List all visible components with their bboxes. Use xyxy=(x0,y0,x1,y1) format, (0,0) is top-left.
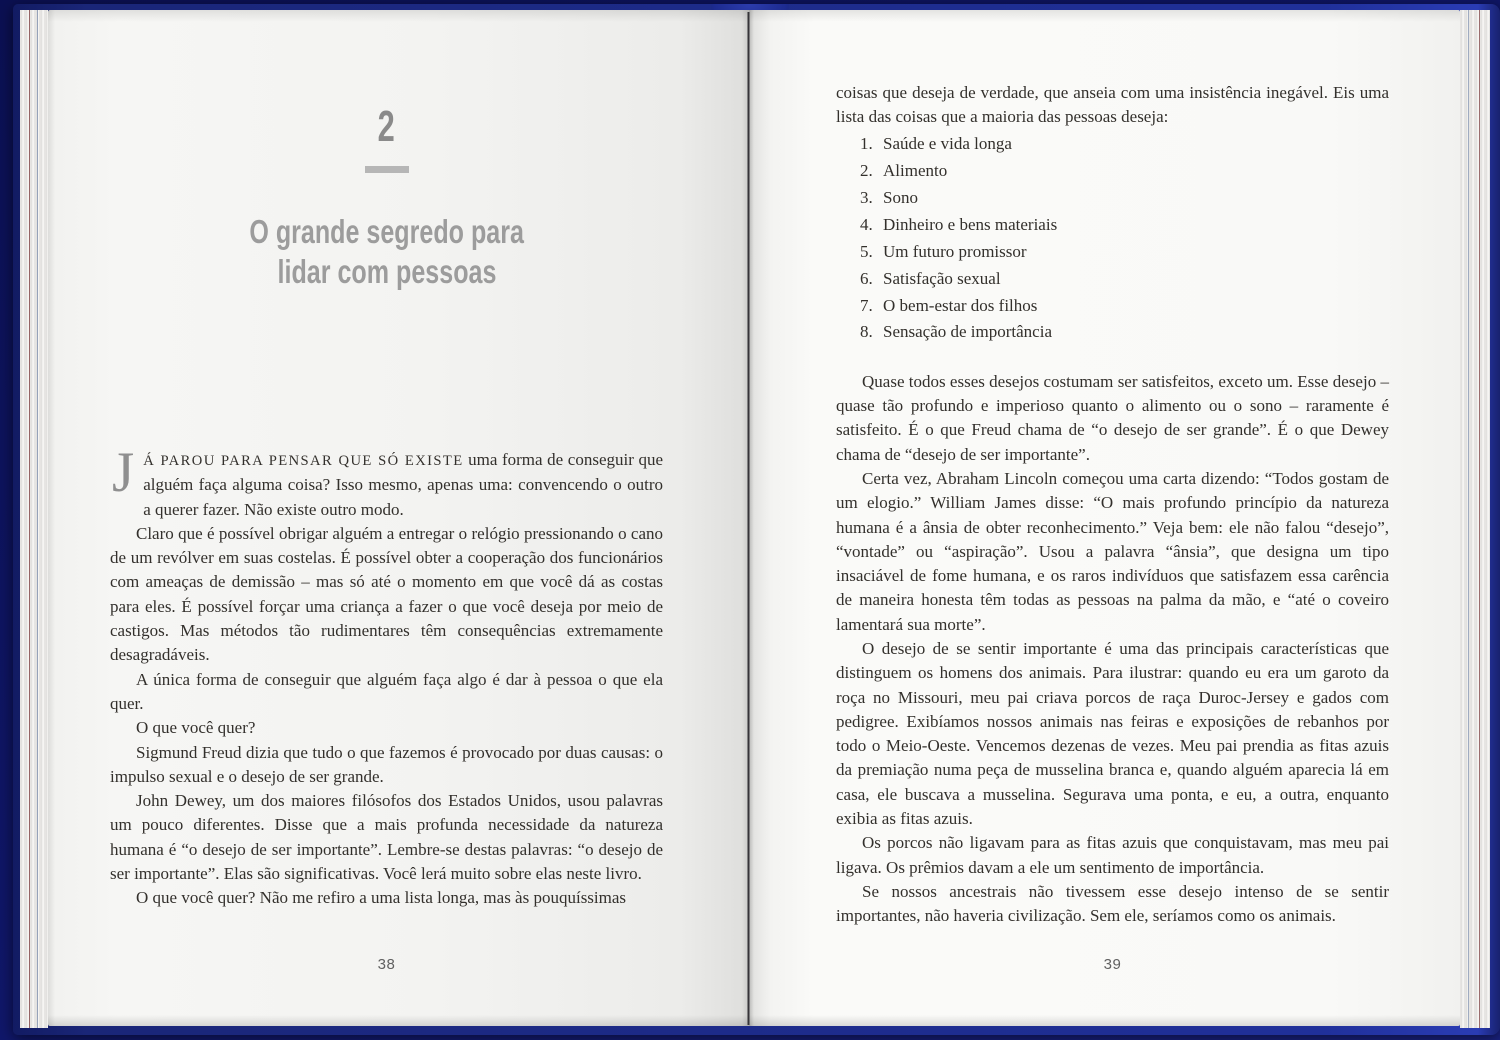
list-item xyxy=(836,213,1389,237)
paragraph: Se nossos ancestrais não tivessem esse desejo intenso de se sentir importantes, não haveria civilização. Sem ele, seríamos como os animais. xyxy=(836,881,1389,926)
paragraph: O que você quer? Não me refiro a uma lista longa, mas às pouquíssimas xyxy=(136,888,627,908)
paragraph: coisas que deseja de verdade, que anseia com uma insistência inegável. Eis uma lista das coisas que a maioria das pessoas deseja: xyxy=(836,83,1389,127)
paragraph: A única forma de conseguir que alguém faça algo é dar à pessoa o que ela quer. xyxy=(110,669,663,713)
list-item-number: 2. xyxy=(860,161,873,181)
list-item-text: Sono xyxy=(883,187,918,207)
left-page-content xyxy=(110,10,663,1026)
chapter-rule xyxy=(365,166,409,173)
list-item xyxy=(836,294,1389,318)
chapter-number xyxy=(110,102,663,151)
list-item-number: 4. xyxy=(860,214,873,234)
list-item xyxy=(836,240,1389,264)
drop-cap: J xyxy=(112,441,135,504)
paragraph: O que você quer? xyxy=(136,718,256,738)
left-page-body xyxy=(110,441,663,911)
list-item-text: Saúde e vida longa xyxy=(883,134,1012,154)
opening-text: uma forma de conseguir que alguém faça alguma coisa? Isso mesmo, apenas uma: convencendo o outro a querer fazer. Não existe outro modo. xyxy=(143,450,663,519)
list-item-text: Alimento xyxy=(883,161,948,181)
list-item-number: 1. xyxy=(860,134,873,154)
right-page xyxy=(749,10,1460,1026)
list-item xyxy=(836,320,1389,344)
list-item-text: Sensação de importância xyxy=(883,322,1052,342)
list-item-text: Um futuro promissor xyxy=(883,241,1027,261)
desire-list xyxy=(836,132,1389,345)
right-page-body xyxy=(836,81,1389,929)
paragraph: Certa vez, Abraham Lincoln começou uma carta dizendo: “Todos gostam de um elogio.” William James disse: “O mais profundo princípio da natureza humana é a ânsia de obter reconhecimento.” Veja bem: ele não falou “desejo”, “vontade” ou “aspiração”. Usou a palavra “ânsia”, que designa um tipo insaciável de fome humana, e os raros indivíduos que satisfazem essa carência de maneira honesta têm todas as pessoas na palma da mão, e “até o coveiro lamentará sua morte”. xyxy=(836,468,1389,634)
list-item-number: 3. xyxy=(860,187,873,207)
list-item-text: O bem-estar dos filhos xyxy=(883,295,1038,315)
page-edges-right xyxy=(1460,10,1490,1028)
list-item-number: 6. xyxy=(860,268,873,288)
page-edges-left xyxy=(20,10,48,1028)
paragraph: Sigmund Freud dizia que tudo o que fazemos é provocado por duas causas: o impulso sexual e o desejo de ser grande. xyxy=(110,742,663,786)
chapter-number-text: 2 xyxy=(377,102,396,151)
list-item xyxy=(836,132,1389,156)
paragraph: Quase todos esses desejos costumam ser satisfeitos, exceto um. Esse desejo – quase tão profundo e imperioso quanto o alimento ou o sono – raramente é satisfeito. É o que Freud chama de “o desejo de ser grande”. É o que Dewey chama de “desejo de ser importante”. xyxy=(836,371,1389,464)
right-page-content xyxy=(836,10,1389,1026)
list-item-number: 8. xyxy=(860,322,873,342)
list-item xyxy=(836,159,1389,183)
paragraph: O desejo de se sentir importante é uma das principais características que distinguem os homens dos animais. Para ilustrar: quando eu era um garoto da roça no Missouri, meu pai criava porcos de raça Duroc-Jersey e gados com pedigree. Exibíamos nossos animais nas feiras e exposições de rebanhos por todo o Meio-Oeste. Vencemos dezenas de vezes. Meu pai prendia as fitas azuis da premiação numa peça de musselina branca e, quando alguém aparecia lá em casa, ele buscava a musselina. Segurava uma ponta, e eu, a outra, enquanto exibia as fitas azuis. xyxy=(836,638,1389,829)
list-item-text: Dinheiro e bens materiais xyxy=(883,214,1058,234)
page-number-right: 39 xyxy=(1103,956,1122,973)
page-number-left: 38 xyxy=(377,956,396,973)
list-item-number: 5. xyxy=(860,241,873,261)
paragraph: Claro que é possível obrigar alguém a entregar o relógio pressionando o cano de um revólver em suas costelas. É possível obter a cooperação dos funcionários com ameaças de demissão – mas só até o momento em que você dá as costas para eles. É possível forçar uma criança a fazer o que você deseja por meio de castigos. Mas métodos tão rudimentares têm consequências extremamente desagradáveis. xyxy=(110,523,663,665)
list-item xyxy=(836,267,1389,291)
list-item xyxy=(836,186,1389,210)
paragraph-opener xyxy=(110,441,663,522)
chapter-title xyxy=(110,212,663,292)
opening-small-caps: Á PAROU PARA PENSAR QUE SÓ EXISTE xyxy=(143,453,464,469)
list-item-text: Satisfação sexual xyxy=(883,268,1001,288)
paragraph: Os porcos não ligavam para as fitas azuis que conquistavam, mas meu pai ligava. Os prêmios davam a ele um sentimento de importância. xyxy=(836,833,1389,877)
paragraph: John Dewey, um dos maiores filósofos dos Estados Unidos, usou palavras um pouco diferentes. Disse que a mais profunda necessidade da natureza humana é “o desejo de ser importante”. Lembre-se destas palavras: “o desejo de ser importante”. Elas são significativas. Você lerá muito sobre elas neste livro. xyxy=(110,791,663,884)
left-page xyxy=(48,10,749,1026)
chapter-title-line2: lidar com pessoas xyxy=(277,253,496,290)
spine-gutter xyxy=(747,12,750,1025)
chapter-title-line1: O grande segredo para xyxy=(249,213,524,250)
list-item-number: 7. xyxy=(860,295,873,315)
